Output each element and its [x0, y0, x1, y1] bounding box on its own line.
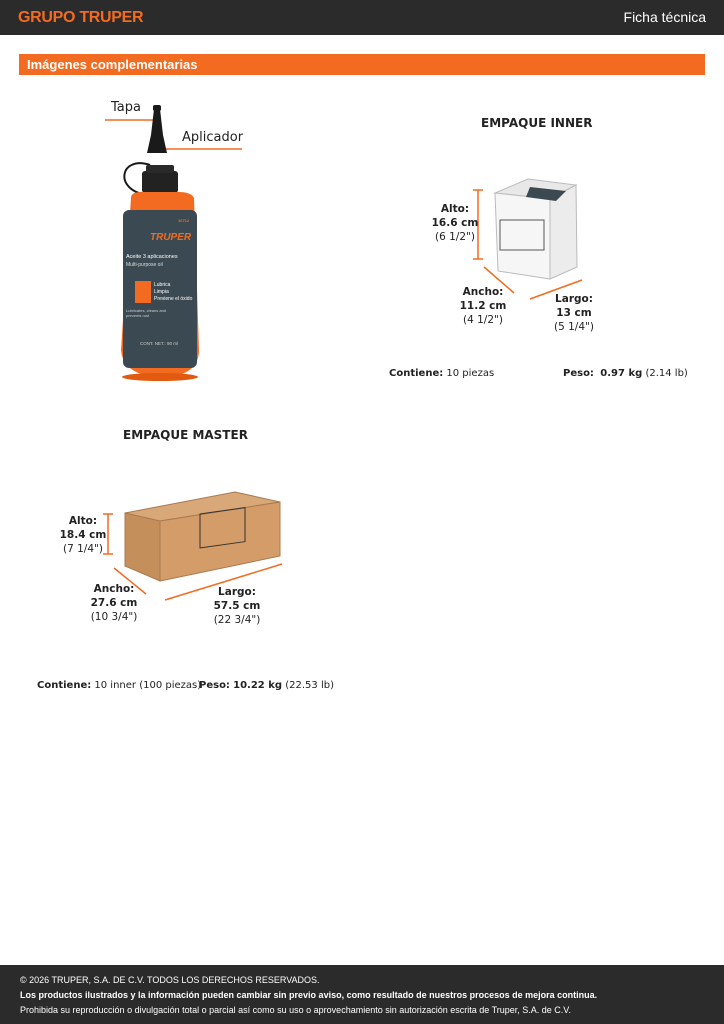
master-height-label: Alto: 18.4 cm (7 1/4"): [59, 515, 107, 555]
bottle-label-content: CONT. NET.: 90 ml: [140, 341, 179, 346]
bottle-label-use-3: Previene el óxido: [154, 296, 193, 302]
footer-notice: Los productos ilustrados y la información pueden cambiar sin previo aviso, como resultado de nuestros procesos de mejora continua.: [20, 990, 598, 1000]
bottle-label-use-2: Limpia: [154, 289, 169, 295]
master-length-label: Largo: 57.5 cm (22 3/4"): [213, 586, 261, 626]
footer-copyright: © 2026 TRUPER, S.A. DE C.V. TODOS LOS DERECHOS RESERVADOS.: [20, 975, 320, 985]
inner-weight: Peso: 0.97 kg (2.14 lb): [563, 368, 688, 379]
footer: [0, 965, 724, 1024]
master-heading: EMPAQUE MASTER: [123, 428, 248, 442]
callout-applicator: Aplicador: [182, 130, 244, 145]
top-header: [0, 0, 724, 35]
section-title: Imágenes complementarias: [27, 57, 198, 72]
footer-legal: Prohibida su reproducción o divulgación total o parcial así como su uso o aprovechamiento sin autorización escrita de Truper, S.A. de C.V.: [20, 1005, 571, 1015]
inner-length-label: Largo: 13 cm (5 1/4"): [554, 293, 594, 333]
bottle-label-name: Aceite 3 aplicaciones: [126, 254, 178, 260]
section-header: [19, 54, 705, 75]
inner-height-label: Alto: 16.6 cm (6 1/2"): [431, 203, 479, 243]
inner-width-label: Ancho: 11.2 cm (4 1/2"): [459, 286, 507, 326]
inner-contents: Contiene: 10 piezas: [389, 368, 495, 379]
master-weight: Peso: 10.22 kg (22.53 lb): [199, 680, 334, 691]
bottle-label-subtitle: Multi-purpose oil: [126, 262, 163, 268]
master-contents: Contiene: 10 inner (100 piezas): [37, 680, 202, 691]
callout-cap: Tapa: [111, 100, 141, 115]
bottle-label-code: 16712: [178, 218, 190, 223]
master-width-label: Ancho: 27.6 cm (10 3/4"): [90, 583, 138, 623]
document-type: Ficha técnica: [623, 9, 706, 25]
brand-logo: GRUPO TRUPER: [18, 9, 144, 26]
bottle-label-brand: TRUPER: [150, 232, 192, 243]
bottle-label-use-1: Lubrica: [154, 282, 171, 288]
inner-heading: EMPAQUE INNER: [481, 116, 593, 130]
bottle-label-uses-en: Lubricates, cleans and prevents rust: [126, 308, 167, 318]
